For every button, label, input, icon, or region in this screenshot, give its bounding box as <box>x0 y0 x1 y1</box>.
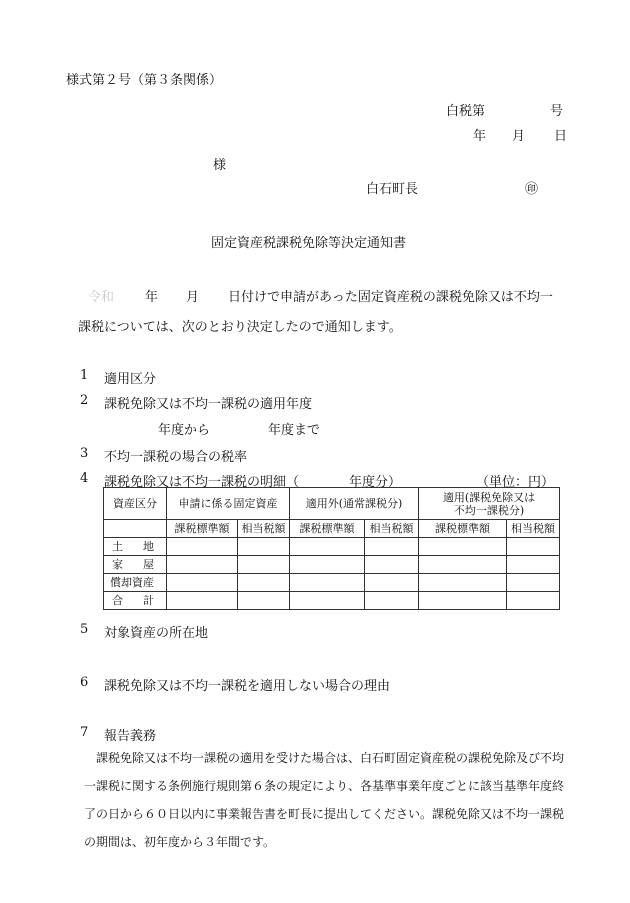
table-row-total <box>104 592 560 610</box>
item-3-number: 3 <box>80 446 89 461</box>
cell-empty <box>507 574 560 592</box>
intro-year: 年 <box>145 290 159 305</box>
item-4-year-suffix: 年度分） <box>349 475 402 490</box>
date-month: 月 <box>512 129 526 144</box>
table-row-land <box>104 538 560 556</box>
table-row-depreciable <box>104 574 560 592</box>
document-title: 固定資産税課税免除等決定通知書 <box>211 236 407 251</box>
table-row-house <box>104 556 560 574</box>
item-2-from: 年度から <box>158 423 211 438</box>
subheader-blank <box>104 520 167 538</box>
report-duty-line2: 一課税に関する条例施行規則第６条の規定により、各基準事業年度ごとに該当基準年度終 <box>84 779 565 793</box>
item-6-label: 課税免除又は不均一課税を適用しない場合の理由 <box>104 679 391 694</box>
cell-empty <box>365 538 419 556</box>
report-duty-line1: 課税免除又は不均一課税の適用を受けた場合は、白石町固定資産税の課税免除及び不均 <box>96 751 565 765</box>
cell-empty <box>167 538 238 556</box>
subheader-applied-tax: 相当税額 <box>507 520 560 538</box>
addressee-suffix: 様 <box>213 158 227 173</box>
seal-mark: ㊞ <box>525 182 539 197</box>
report-duty-line4: の期間は、初年度から３年間です。 <box>84 835 276 849</box>
intro-line2: 課税については、次のとおり決定したので通知します。 <box>78 320 402 335</box>
cell-empty <box>365 574 419 592</box>
cell-empty <box>290 574 365 592</box>
cell-empty <box>290 556 365 574</box>
subheader-requested-tax: 相当税額 <box>238 520 290 538</box>
row-label-house <box>104 556 167 574</box>
cell-empty <box>507 592 560 610</box>
cell-empty <box>365 556 419 574</box>
cell-empty <box>238 538 290 556</box>
item-2-to: 年度まで <box>268 423 321 438</box>
item-5-label: 対象資産の所在地 <box>104 626 209 641</box>
header-requested-assets: 申請に係る固定資産 <box>167 488 290 520</box>
item-1-label: 適用区分 <box>104 372 157 387</box>
item-1-number: 1 <box>80 368 89 383</box>
cell-empty <box>290 538 365 556</box>
row-label-total-b: 計 <box>143 594 154 607</box>
cell-empty <box>167 574 238 592</box>
item-4-unit: （単位：円） <box>476 475 555 490</box>
detail-table <box>103 487 560 610</box>
subheader-outside-tax: 相当税額 <box>365 520 419 538</box>
form-label: 様式第２号（第３条関係） <box>66 73 223 88</box>
row-label-depreciable-a: 償却資産 <box>110 576 154 589</box>
document-number: 白税第 号 <box>446 104 564 119</box>
date-day: 日 <box>554 129 568 144</box>
row-label-land-a: 土 <box>112 540 123 553</box>
item-2-number: 2 <box>80 393 89 408</box>
cell-empty <box>365 592 419 610</box>
cell-empty <box>238 574 290 592</box>
item-7-number: 7 <box>80 725 89 740</box>
subheader-outside-standard: 課税標準額 <box>290 520 365 538</box>
header-applied-line2: 不均一課税分) <box>453 503 525 517</box>
intro-month: 月 <box>186 290 200 305</box>
cell-empty <box>507 556 560 574</box>
cell-empty <box>419 574 507 592</box>
row-label-depreciable <box>104 574 167 592</box>
row-label-land <box>104 538 167 556</box>
header-asset-category: 資産区分 <box>104 488 167 520</box>
cell-empty <box>167 592 238 610</box>
subheader-requested-standard: 課税標準額 <box>167 520 238 538</box>
subheader-applied-standard: 課税標準額 <box>419 520 507 538</box>
cell-empty <box>507 538 560 556</box>
item-6-number: 6 <box>80 675 89 690</box>
cell-empty <box>419 556 507 574</box>
item-4-number: 4 <box>80 471 89 486</box>
issuer-name: 白石町長 <box>366 182 419 197</box>
cell-empty <box>238 592 290 610</box>
row-label-land-b: 地 <box>143 540 154 553</box>
report-duty-line3: 了の日から６０日以内に事業報告書を町長に提出してください。課税免除又は不均一課税 <box>84 807 565 821</box>
item-2-label: 課税免除又は不均一課税の適用年度 <box>104 397 313 412</box>
row-label-total-a: 合 <box>112 594 123 607</box>
row-label-house-b: 屋 <box>143 558 154 571</box>
header-outside-application: 適用外(通常課税分) <box>290 488 419 520</box>
item-5-number: 5 <box>80 622 89 637</box>
date-year: 年 <box>473 129 487 144</box>
item-4-label: 課税免除又は不均一課税の明細（ <box>104 475 300 490</box>
intro-line1: 日付けで申請があった固定資産税の課税免除又は不均一 <box>228 290 553 305</box>
cell-empty <box>290 592 365 610</box>
header-applied <box>419 488 560 520</box>
cell-empty <box>167 556 238 574</box>
item-7-label: 報告義務 <box>104 729 157 744</box>
row-label-total <box>104 592 167 610</box>
row-label-house-a: 家 <box>112 558 123 571</box>
item-3-label: 不均一課税の場合の税率 <box>104 450 248 465</box>
intro-era: 令和 <box>88 290 115 305</box>
cell-empty <box>419 538 507 556</box>
cell-empty <box>238 556 290 574</box>
header-applied-line1: 適用(課税免除又は <box>442 490 536 504</box>
cell-empty <box>419 592 507 610</box>
